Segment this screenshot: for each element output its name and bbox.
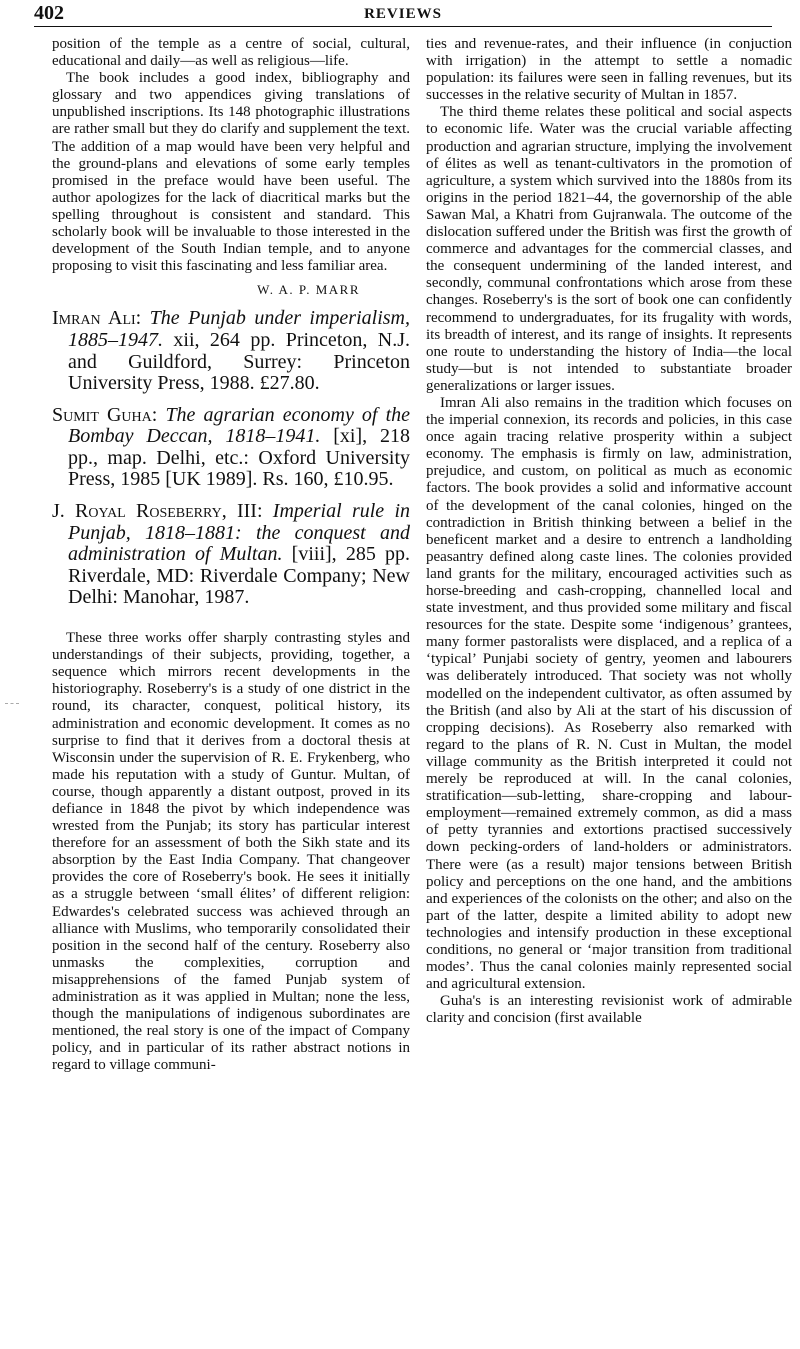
right-column <box>426 36 792 1347</box>
margin-mark <box>5 703 19 706</box>
review-body-paragraph: Guha's is an interesting revisionist work of admirable clarity and concision (first available <box>426 993 792 1027</box>
book-citation: Imran Ali: The Punjab under imperialism, 1885–1947. xii, 264 pp. Princeton, N.J. and Guildford, Surrey: Princeton University Press, 1988. £27.80. <box>52 307 410 395</box>
book-citation: Sumit Guha: The agrarian economy of the Bombay Deccan, 1818–1941. [xi], 218 pp., map. Delhi, etc.: Oxford University Press, 1985 [UK 1989]. Rs. 160, £10.95. <box>52 403 410 491</box>
continued-paragraph: position of the temple as a centre of social, cultural, educational and daily—as well as religious—life. <box>52 36 410 70</box>
reviewer-signature: W. A. P. MARR <box>257 282 360 298</box>
book-details: [viii], 285 pp. Riverdale, MD: Riverdale Company; New Delhi: Manohar, 1987. <box>68 543 410 609</box>
review-body-paragraph: These three works offer sharply contrasting styles and understandings of their subjects, providing, together, a sequence which mirrors recent developments in the historiography. Roseberry's is a study of one district in the round, its character, conquest, political history, its administration and economic development. It comes as no surprise to find that it derives from a doctoral thesis at Wisconsin under the supervision of R. E. Frykenberg, who made his reputation with a study of Guntur. Multan, of course, though apparently a distant outpost, proved in its defiance in 1848 the pivot by which independence was wrested from the Punjab; its story has particular interest therefore for an assessment of both the Sikh state and its absorption by the East India Company. That changeover provides the core of Roseberry's book. He sees it initially as a struggle between ‘small élites’ of different religion: Edwardes's celebrated success was achieved through an alliance with Muslims, who temporarily consolidated their position in the second half of the century. Roseberry also unmasks the complexities, corruption and misapprehensions of the famed Punjab system of administration as it was applied in Multan; none the less, though the manipulations of indigenous subordinates are mentioned, the real story is one of the impact of Company policy, and in particular of its rather abstract notions in regard to village communi- <box>52 630 410 1074</box>
book-entry <box>52 405 410 491</box>
book-author: J. Royal Roseberry, III <box>52 500 257 523</box>
book-author: Imran Ali <box>52 307 136 330</box>
book-details: xii, 264 pp. Princeton, N.J. and Guildford, Surrey: Princeton University Press, 1988. £27.80. <box>68 328 410 395</box>
review-body-paragraph: The third theme relates these political and social aspects to economic life. Water was the crucial variable affecting production and agrarian structure, implying the involvement of élites as well as tenant-cultivators in the promotion of agriculture, a system which survived into the 1880s from its origins in the period 1821–44, the governorship of the able Sawan Mal, a Khatri from Gujranwala. The outcome of the dislocation suffered under the British was first the growth of commerce and advantages for the commercial classes, and the consequent undermining of the landed interest, and secondly, communal confrontations which arose from these changes. Roseberry's is the sort of book one can confidently recommend to undergraduates, for its frugality with words, its breadth of interest, and its range of insights. It represents one route to understanding the history of India—the local study—but is not intended to substantiate broader generalizations or larger issues. <box>426 104 792 394</box>
page-header <box>34 2 772 27</box>
book-author: Sumit Guha <box>52 403 152 426</box>
book-title: The agrarian economy of the Bombay Deccan, 1818–1941. <box>68 403 410 448</box>
book-entry <box>52 308 410 394</box>
previous-review-closing-paragraph: The book includes a good index, bibliography and glossary and two appendices giving translations of unpublished inscriptions. Its 148 photographic illustrations are rather small but they do clarify and supplement the text. The addition of a map would have been very helpful and the ground-plans and elevations of some early temples promised in the preface would have been useful. The author apologizes for the lack of diacritical marks but the spelling throughout is consistent and standard. This scholarly book will be invaluable to those interested in the development of the South Indian temple, and to anyone proposing to visit this fascinating and less familiar area. <box>52 70 410 275</box>
book-title: The Punjab under imperialism, 1885–1947. <box>68 307 410 351</box>
running-title: REVIEWS <box>364 6 442 22</box>
review-body-paragraph: Imran Ali also remains in the tradition which focuses on the imperial connexion, its records and policies, in this case once again tracing relative prosperity within a subject economy. The emphasis is firmly on law, administration, prejudice, and custom, on political as much as economic factors. The book provides a solid and informative account of the development of the canal colonies, hinged on the contradiction in British thinking between a belief in the beneficent market and a desire to entrench a landholding peasantry defined along caste lines. The colonies provided land grants for the military, encouraged activities such as horse-breeding and cash-cropping, channelled local and state investment, and thus provided some military and fiscal resources for the state. Despite some ‘indigenous’ grantees, many former pastoralists were displaced, and a replica of a ‘typical’ Punjabi society of gentry, yeomen and labourers was deliberately introduced. That society was not wholly modelled on the independent cultivator, as often assumed by the British (and also by Ali at the start of his discussion of cropping decisions). As Roseberry also remarked with regard to the plans of R. N. Cust in Multan, the model village community as the British interpreted it could not merely be reproduced at will. In the canal colonies, stratification—sub-letting, share-cropping and labour-employment—remained extremely common, as did a mass of petty tyrannies and extortions practised successively down pecking-orders of land-holders or administrators. There were (as a result) major tensions between British policy and perceptions on the one hand, and the ambitions and experiences of the colonists on the other; and also on the part of the latter, despite a limited ability to adopt new technologies and intensify production in these exceptional conditions, no general or ‘major transition from traditional modes’. Thus the canal colonies mainly represented social and agricultural extension. <box>426 394 792 993</box>
book-citation: J. Royal Roseberry, III: Imperial rule in Punjab, 1818–1881: the conquest and administration of Multan. [viii], 285 pp. Riverdale, MD: Riverdale Company; New Delhi: Manohar, 1987. <box>52 500 410 609</box>
book-title: Imperial rule in Punjab, 1818–1881: the conquest and administration of Multan. <box>68 500 410 566</box>
book-entry <box>52 501 410 609</box>
page-number: 402 <box>34 2 64 24</box>
book-details: [xi], 218 pp., map. Delhi, etc.: Oxford University Press, 1985 [UK 1989]. Rs. 160, £10.95. <box>68 425 410 491</box>
review-body-continuation: ties and revenue-rates, and their influence (in conjuction with irrigation) in the attempt to settle a nomadic population: its failures were seen in falling revenues, but its successes in the relative security of Multan in 1857. <box>426 36 792 104</box>
left-column <box>52 36 410 1347</box>
